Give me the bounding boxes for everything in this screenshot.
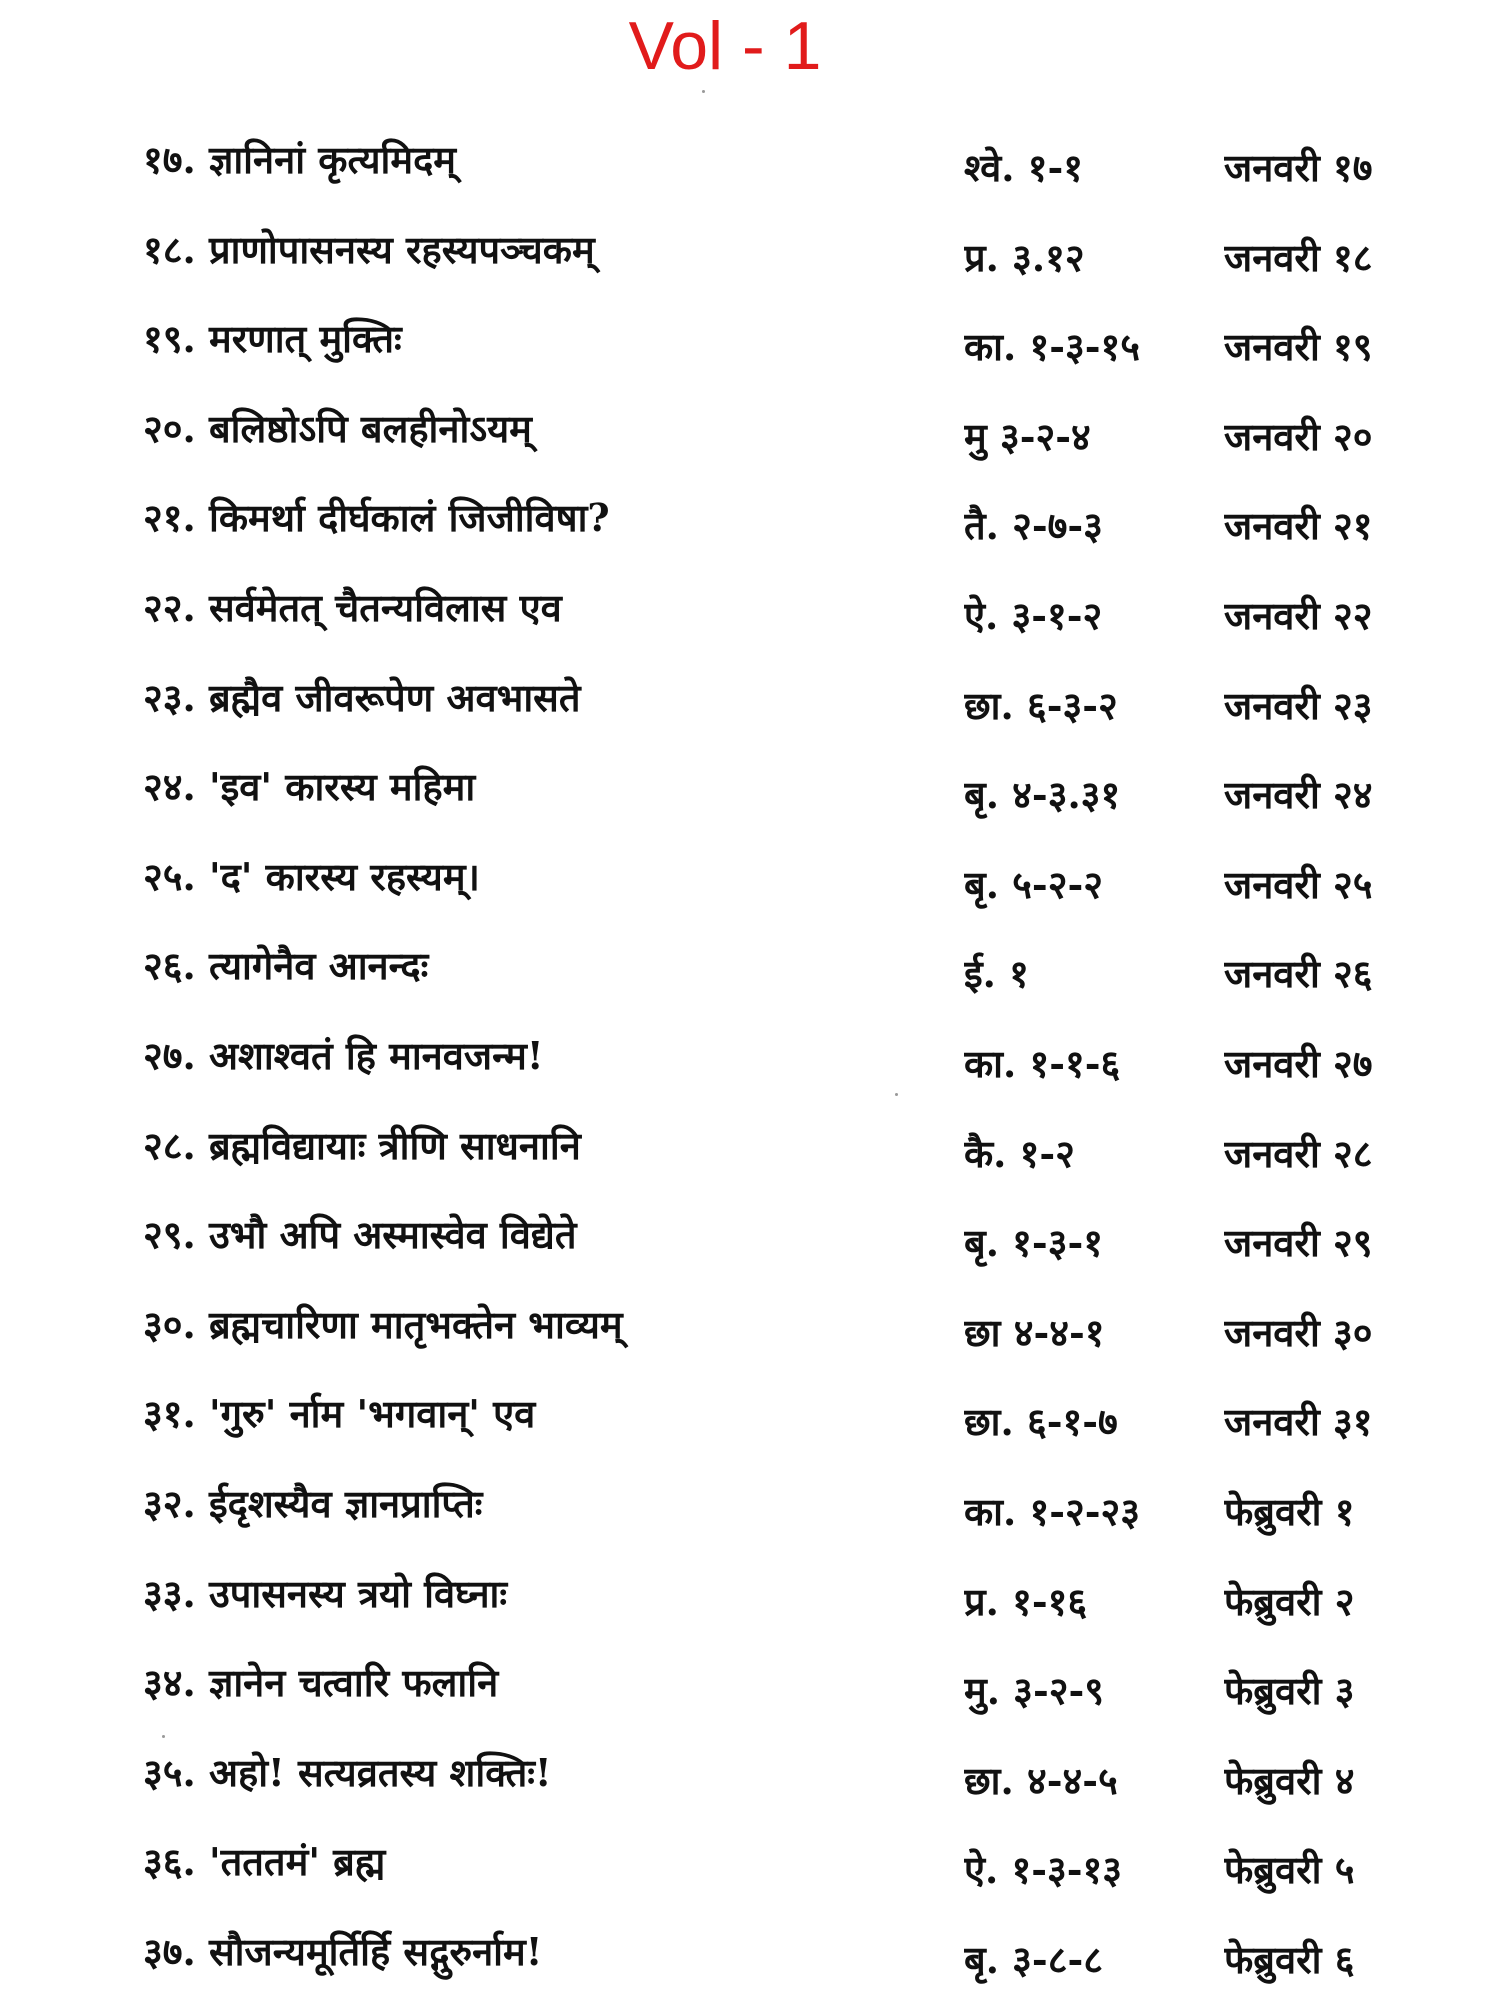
- reading-date: जनवरी १९: [1224, 324, 1373, 370]
- toc-row: [0, 1653, 1500, 1743]
- toc-row: [0, 1295, 1500, 1385]
- toc-row: [0, 1922, 1500, 2011]
- reading-date: जनवरी २६: [1224, 951, 1373, 997]
- reading-date: जनवरी १७: [1224, 145, 1373, 190]
- toc-row: [0, 399, 1500, 489]
- scan-speck: [702, 90, 705, 93]
- scripture-reference: बृ. ४-३.३१: [964, 772, 1121, 818]
- scripture-reference: मु ३-२-४: [964, 413, 1091, 459]
- scripture-reference: का. १-१-६: [964, 1040, 1121, 1086]
- chapter-title: २०. बलिष्ठोऽपि बलहीनोऽयम्: [143, 405, 532, 451]
- toc-row: [0, 1116, 1500, 1206]
- chapter-title: १८. प्राणोपासनस्य रहस्यपञ्चकम्: [143, 226, 595, 272]
- volume-title: Vol - 1: [628, 8, 822, 84]
- reading-date: जनवरी २२: [1224, 592, 1373, 638]
- scan-speck: [162, 1735, 165, 1738]
- chapter-title: ३४. ज्ञानेन चत्वारि फलानि: [143, 1660, 499, 1706]
- reading-date: जनवरी ३०: [1224, 1309, 1373, 1355]
- toc-row: [0, 757, 1500, 847]
- scripture-reference: छा. ६-३-२: [964, 682, 1118, 728]
- chapter-title: २३. ब्रह्मैव जीवरूपेण अवभासते: [143, 674, 581, 720]
- chapter-title: ३६. 'तततमं' ब्रह्म: [143, 1839, 386, 1885]
- scripture-reference: प्र. १-१६: [964, 1578, 1088, 1624]
- chapter-title: २८. ब्रह्मविद्यायाः त्रीणि साधनानि: [143, 1122, 581, 1168]
- scripture-reference: छा ४-४-१: [964, 1309, 1105, 1355]
- reading-date: जनवरी २५: [1224, 861, 1373, 907]
- reading-date: जनवरी २७: [1224, 1040, 1373, 1086]
- reading-date: फेब्रुवरी ३: [1224, 1668, 1355, 1714]
- reading-date: जनवरी २८: [1224, 1130, 1373, 1176]
- chapter-title: २७. अशाश्वतं हि मानवजन्म!: [143, 1032, 544, 1078]
- toc-row: [0, 130, 1500, 220]
- scripture-reference: बृ. ३-८-८: [964, 1936, 1103, 1982]
- chapter-title: ३७. सौजन्यमूर्तिर्हि सद्गुरुर्नाम!: [143, 1928, 543, 1974]
- toc-row: [0, 668, 1500, 758]
- toc-row: [0, 847, 1500, 937]
- scripture-reference: प्र. ३.१२: [964, 234, 1085, 280]
- chapter-title: ३५. अहो! सत्यव्रतस्य शक्तिः!: [143, 1749, 552, 1795]
- reading-date: फेब्रुवरी २: [1224, 1578, 1355, 1624]
- reading-date: जनवरी २१: [1224, 503, 1373, 549]
- scan-speck: [895, 1093, 898, 1096]
- toc-row: [0, 1026, 1500, 1116]
- scripture-reference: छा. ६-१-७: [964, 1399, 1118, 1445]
- reading-date: फेब्रुवरी ५: [1224, 1847, 1355, 1893]
- toc-row: [0, 1743, 1500, 1833]
- toc-row: [0, 488, 1500, 578]
- toc-row: [0, 1474, 1500, 1564]
- chapter-title: २४. 'इव' कारस्य महिमा: [143, 764, 476, 810]
- toc-row: [0, 1832, 1500, 1922]
- toc-row: [0, 936, 1500, 1026]
- reading-date: फेब्रुवरी ४: [1224, 1757, 1355, 1803]
- scripture-reference: मु. ३-२-९: [964, 1668, 1105, 1714]
- toc-row: [0, 220, 1500, 310]
- reading-date: जनवरी २०: [1224, 413, 1373, 459]
- scripture-reference: कै. १-२: [964, 1130, 1075, 1176]
- toc-row: [0, 1564, 1500, 1654]
- chapter-title: २६. त्यागेनैव आनन्दः: [143, 943, 429, 989]
- chapter-title: ३३. उपासनस्य त्रयो विघ्नाः: [143, 1570, 508, 1616]
- toc-row: [0, 1384, 1500, 1474]
- reading-date: जनवरी २९: [1224, 1220, 1373, 1266]
- chapter-title: २५. 'द' कारस्य रहस्यम्।: [143, 853, 480, 899]
- reading-date: जनवरी २३: [1224, 682, 1373, 728]
- reading-date: फेब्रुवरी ६: [1224, 1936, 1355, 1982]
- scripture-reference: तै. २-७-३: [964, 503, 1103, 549]
- toc-row: [0, 1205, 1500, 1295]
- chapter-title: २२. सर्वमेतत् चैतन्यविलास एव: [143, 584, 562, 630]
- chapter-title: १७. ज्ञानिनां कृत्यमिदम्: [143, 137, 456, 182]
- reading-date: जनवरी ३१: [1224, 1399, 1373, 1445]
- scripture-reference: ऐ. १-३-१३: [964, 1847, 1123, 1893]
- scripture-reference: ऐ. ३-१-२: [964, 592, 1103, 638]
- chapter-title: २१. किमर्था दीर्घकालं जिजीविषा?: [143, 495, 610, 541]
- chapter-title: २९. उभौ अपि अस्मास्वेव विद्येते: [143, 1212, 577, 1258]
- toc-row: [0, 578, 1500, 668]
- scripture-reference: का. १-३-१५: [964, 324, 1141, 370]
- scripture-reference: बृ. ५-२-२: [964, 861, 1103, 907]
- chapter-title: ३२. ईदृशस्यैव ज्ञानप्राप्तिः: [143, 1480, 483, 1526]
- chapter-title: ३०. ब्रह्मचारिणा मातृभक्तेन भाव्यम्: [143, 1301, 623, 1347]
- scripture-reference: का. १-२-२३: [964, 1488, 1141, 1534]
- reading-date: जनवरी २४: [1224, 772, 1373, 818]
- scripture-reference: श्वे. १-१: [964, 145, 1084, 190]
- chapter-title: ३१. 'गुरु' र्नाम 'भगवान्' एव: [143, 1391, 536, 1437]
- reading-date: फेब्रुवरी १: [1224, 1488, 1355, 1534]
- toc-row: [0, 309, 1500, 399]
- scripture-reference: ई. १: [964, 951, 1029, 997]
- table-of-contents: [0, 130, 1500, 2011]
- scripture-reference: बृ. १-३-१: [964, 1220, 1103, 1266]
- chapter-title: १९. मरणात् मुक्तिः: [143, 316, 402, 362]
- scripture-reference: छा. ४-४-५: [964, 1757, 1118, 1803]
- reading-date: जनवरी १८: [1224, 234, 1373, 280]
